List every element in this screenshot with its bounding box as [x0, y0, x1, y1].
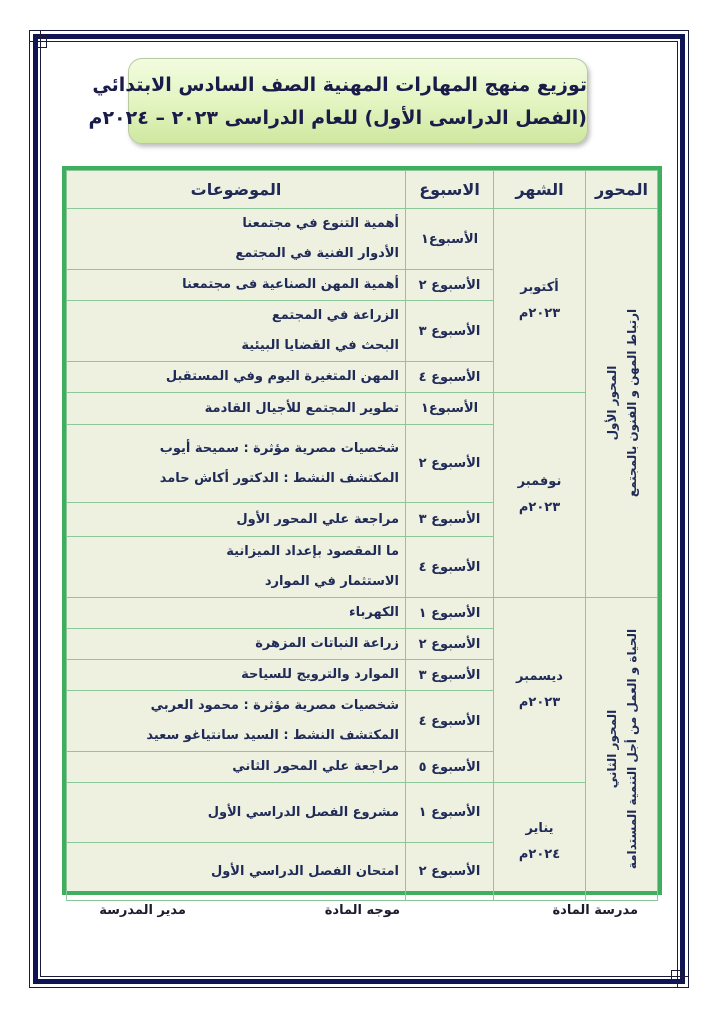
topic-text: الزراعة في المجتمع — [271, 308, 399, 323]
topic-text: الاستثمار في الموارد — [264, 574, 399, 589]
topic-text: البحث في القضايا البيئية — [241, 338, 399, 353]
schedule-table — [66, 170, 658, 901]
axis-2-name: المحور الثاني — [604, 709, 619, 789]
week-cell: الأسبوع ٥ — [406, 752, 494, 783]
topic-cell — [67, 629, 406, 660]
topic-text: ما المقصود بإعداد الميزانية — [226, 544, 399, 559]
topic-text: الموارد والترويج للسياحة — [241, 667, 399, 682]
month-name: أكتوبر — [520, 279, 559, 295]
signature-teacher: مدرسة المادة — [552, 903, 638, 918]
topic-cell — [67, 752, 406, 783]
week-cell: الأسبوع ٤ — [406, 691, 494, 752]
week-cell: الأسبوع١ — [406, 209, 494, 270]
week-cell: الأسبوع ٤ — [406, 362, 494, 393]
axis-2-title: الحياة و العمل من أجل التنمية المستدامة — [624, 628, 639, 870]
header-month: الشهر — [494, 171, 586, 209]
topic-cell — [67, 783, 406, 843]
table-row — [67, 393, 658, 425]
topic-cell — [67, 503, 406, 537]
topic-cell — [67, 209, 406, 270]
topic-text: المكتشف النشط : الدكتور أكاش حامد — [159, 470, 399, 486]
topic-cell — [67, 537, 406, 598]
topic-cell — [67, 362, 406, 393]
week-cell: الأسبوع ٣ — [406, 301, 494, 362]
topic-text: المكتشف النشط : السيد سانتياغو سعيد — [146, 728, 399, 743]
axis-1-title: ارتباط المهن و الفنون بالمجتمع — [624, 308, 639, 498]
month-name: يناير — [525, 820, 554, 836]
topic-cell — [67, 660, 406, 691]
topic-cell — [67, 393, 406, 425]
axis-label-2 — [602, 629, 642, 869]
month-cell-december — [494, 598, 586, 783]
topic-cell — [67, 598, 406, 629]
topic-text: المهن المتغيرة اليوم وفي المستقبل — [165, 369, 399, 384]
header-topics: الموضوعات — [67, 171, 406, 209]
topic-text: الكهرباء — [349, 605, 399, 620]
week-cell: الأسبوع ١ — [406, 783, 494, 843]
topic-text: شخصيات مصرية مؤثرة : محمود العربي — [150, 698, 399, 713]
week-cell: الأسبوع ٢ — [406, 843, 494, 901]
topic-text: زراعة النباتات المزهرة — [255, 636, 399, 651]
month-year: ٢٠٢٣م — [518, 305, 561, 321]
week-cell: الأسبوع ٢ — [406, 270, 494, 301]
axis-1-name: المحور الأول — [604, 365, 619, 441]
week-cell: الأسبوع ١ — [406, 598, 494, 629]
topic-cell — [67, 301, 406, 362]
axis-cell-2 — [586, 598, 658, 901]
header-week: الاسبوع — [406, 171, 494, 209]
topic-cell — [67, 270, 406, 301]
topic-text: مشروع الفصل الدراسي الأول — [207, 804, 399, 820]
frame-corner-bottom-right-inner — [671, 970, 683, 982]
axis-label-1 — [602, 309, 642, 497]
topic-cell — [67, 843, 406, 901]
month-name: ديسمبر — [516, 669, 563, 684]
title-box — [88, 58, 588, 144]
month-year: ٢٠٢٤م — [518, 846, 561, 862]
frame-corner-top-left-inner — [35, 36, 47, 48]
month-year: ٢٠٢٣م — [518, 500, 561, 515]
month-cell-october — [494, 209, 586, 393]
topic-text: أهمية المهن الصناعية فى مجتمعنا — [182, 277, 399, 292]
topic-text: تطوير المجتمع للأجيال القادمة — [204, 400, 399, 416]
topic-text: الأدوار الفنية في المجتمع — [235, 246, 399, 261]
topic-cell — [67, 425, 406, 503]
week-cell: الأسبوع ٣ — [406, 660, 494, 691]
month-name: نوفمبر — [517, 474, 562, 489]
header-axis: المحور — [586, 171, 658, 209]
topic-text: أهمية التنوع في مجتمعنا — [242, 216, 399, 231]
topic-text: مراجعة علي المحور الثاني — [232, 759, 399, 774]
title-line-1: توزيع منهج المهارات المهنية الصف السادس الابتدائي — [92, 74, 587, 96]
topic-text: امتحان الفصل الدراسي الأول — [210, 863, 399, 879]
topic-text: مراجعة علي المحور الأول — [236, 511, 399, 527]
table-header-row — [67, 171, 658, 209]
month-cell-january — [494, 783, 586, 901]
week-cell: الأسبوع ٢ — [406, 425, 494, 503]
topic-text: شخصيات مصرية مؤثرة : سميحة أيوب — [159, 440, 399, 456]
month-cell-november — [494, 393, 586, 598]
topic-cell — [67, 691, 406, 752]
week-cell: الأسبوع ٣ — [406, 503, 494, 537]
week-cell: الأسبوع ٤ — [406, 537, 494, 598]
month-year: ٢٠٢٣م — [518, 695, 561, 710]
signatures-row — [62, 903, 662, 929]
signature-principal: مدير المدرسة — [99, 903, 186, 918]
signature-supervisor: موجه المادة — [324, 903, 400, 918]
week-cell: الأسبوع١ — [406, 393, 494, 425]
table-row — [67, 783, 658, 843]
curriculum-table — [62, 166, 662, 895]
axis-cell-1 — [586, 209, 658, 598]
table-row — [67, 598, 658, 629]
title-line-2: (الفصل الدراسى الأول) للعام الدراسى ٢٠٢٣ – ٢٠٢٤م — [88, 107, 587, 129]
table-row — [67, 209, 658, 270]
week-cell: الأسبوع ٢ — [406, 629, 494, 660]
